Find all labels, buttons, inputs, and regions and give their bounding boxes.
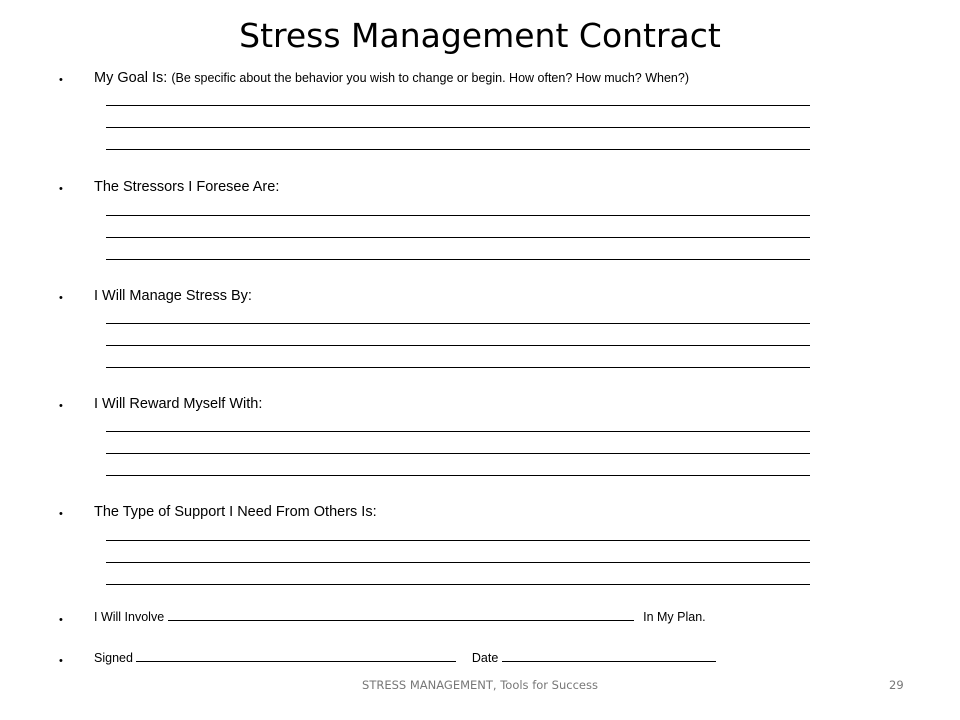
- date-label: Date: [471, 651, 499, 665]
- stressors-line-3[interactable]: [106, 259, 810, 260]
- manage-line-2[interactable]: [106, 345, 810, 346]
- page-number: 29: [889, 678, 904, 692]
- signed-label: Signed: [94, 651, 133, 665]
- section-goal-note: (Be specific about the behavior you wish to change or begin. How often? How much? When?): [171, 71, 689, 85]
- signature-row: [94, 651, 716, 665]
- manage-line-3[interactable]: [106, 367, 810, 368]
- bullet: •: [59, 400, 63, 412]
- support-line-3[interactable]: [106, 584, 810, 585]
- involve-prefix: I Will Involve: [94, 610, 165, 624]
- bullet: •: [59, 508, 63, 520]
- involve-row: [94, 610, 706, 624]
- goal-line-2[interactable]: [106, 127, 810, 128]
- bullet: •: [59, 292, 63, 304]
- goal-line-3[interactable]: [106, 149, 810, 150]
- signature-blank[interactable]: [136, 661, 456, 662]
- stressors-line-1[interactable]: [106, 215, 810, 216]
- bullet: •: [59, 183, 63, 195]
- footer-text: STRESS MANAGEMENT, Tools for Success: [362, 678, 598, 692]
- section-manage-label: I Will Manage Stress By:: [94, 288, 252, 304]
- involve-blank[interactable]: [168, 620, 634, 621]
- stressors-line-2[interactable]: [106, 237, 810, 238]
- section-stressors-label: The Stressors I Foresee Are:: [94, 179, 280, 195]
- goal-line-1[interactable]: [106, 105, 810, 106]
- bullet: •: [59, 74, 63, 86]
- involve-suffix: In My Plan.: [643, 610, 706, 624]
- section-reward-label: I Will Reward Myself With:: [94, 396, 263, 412]
- page-title: Stress Management Contract: [239, 16, 721, 55]
- bullet: •: [59, 655, 63, 667]
- manage-line-1[interactable]: [106, 323, 810, 324]
- date-blank[interactable]: [502, 661, 716, 662]
- section-goal: [94, 70, 689, 86]
- support-line-1[interactable]: [106, 540, 810, 541]
- section-goal-label: My Goal Is:: [94, 70, 168, 86]
- reward-line-2[interactable]: [106, 453, 810, 454]
- section-support-label: The Type of Support I Need From Others Is:: [94, 504, 377, 520]
- reward-line-3[interactable]: [106, 475, 810, 476]
- support-line-2[interactable]: [106, 562, 810, 563]
- reward-line-1[interactable]: [106, 431, 810, 432]
- bullet: •: [59, 614, 63, 626]
